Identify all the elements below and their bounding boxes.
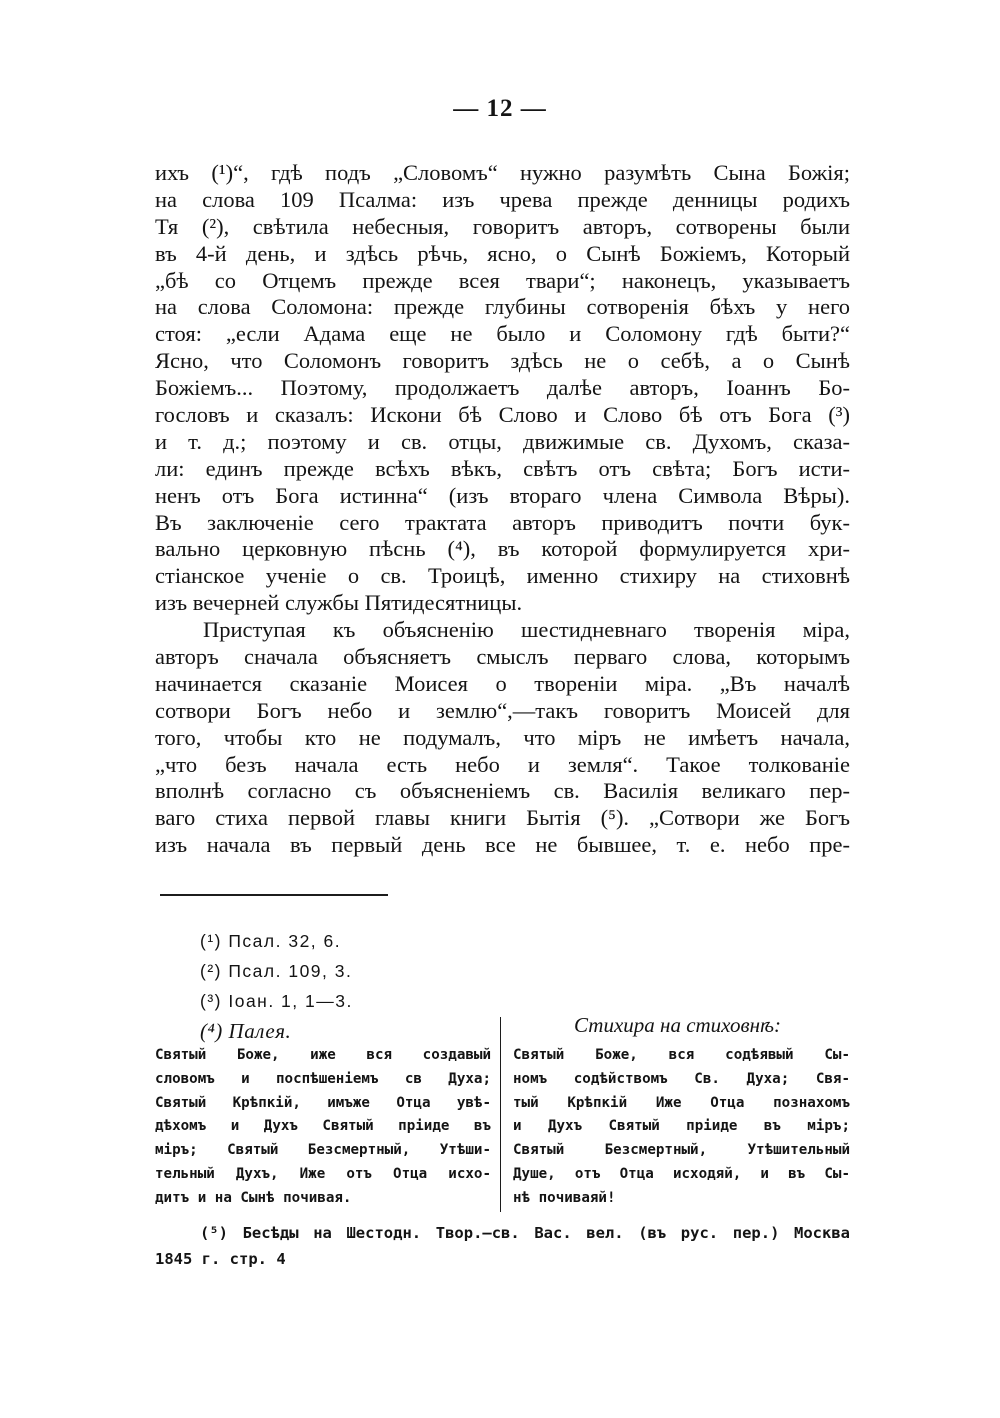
text-line: „что безъ начала есть небо и земля“. Такое толкованіе — [155, 751, 850, 777]
text-line: Тя (²), свѣтила небесныя, говоритъ авторъ, сотворены были — [155, 213, 850, 239]
footnote-3: (³) Іоан. 1, 1—3. — [200, 991, 353, 1011]
text-line: гословъ и сказалъ: Искони бѣ Слово и Слово бѣ отъ Бога (³) — [155, 402, 850, 428]
footnote-divider — [160, 894, 388, 896]
footnote-5-line: (⁵) Бесѣды на Шестодн. Твор.—св. Вас. вел. (въ рус. пер.) Москва — [200, 1224, 850, 1242]
footnotes — [200, 926, 500, 1046]
text-line: авторъ сначала объясняетъ смыслъ перваго слова, которымъ — [155, 644, 850, 670]
footnote-4-right-heading: Стихира на стиховнѣ: — [573, 1013, 782, 1037]
text-line: ихъ (¹)“, гдѣ подъ „Словомъ“ нужно разумѣть Сына Божія; — [155, 160, 850, 185]
column-line: дѣхомъ и Духъ Святый пріиде въ — [155, 1118, 491, 1135]
column-line: тый Крѣпкій Иже Отца познахомъ — [513, 1094, 850, 1111]
column-line: міръ; Святый Безсмертный, Утѣши- — [155, 1142, 491, 1159]
text-line: Въ заключеніе сего трактата авторъ приводитъ почти бук- — [155, 509, 850, 535]
footnote-4-heading: (⁴) Палея. — [200, 1019, 292, 1043]
column-divider — [500, 1017, 501, 1212]
column-line: и Духъ Святый пріиде въ міръ; — [513, 1118, 850, 1135]
footnote-5-line: 1845 г. стр. 4 — [155, 1250, 286, 1268]
column-line: нѣ почиваяй! — [513, 1189, 616, 1206]
text-line: Ясно, что Соломонъ говоритъ здѣсь не о себѣ, а о Сынѣ — [155, 348, 850, 374]
text-line: ваго стиха первой главы книги Бытія (⁵). „Сотвори же Богъ — [155, 805, 850, 831]
footnote-1: (¹) Псал. 32, 6. — [200, 931, 342, 951]
footnote-4-right-column — [513, 1044, 850, 1211]
text-line: въ 4-й день, и здѣсь рѣчь, ясно, о Сынѣ Божіемъ, Который — [155, 240, 850, 266]
paragraph-start: Приступая къ объясненію шестидневнаго творенія міра, — [203, 617, 850, 643]
footnote-5 — [155, 1220, 850, 1272]
text-line: изъ начала въ первый день все не бывшее, т. е. небо пре- — [155, 832, 850, 858]
column-line: Святый Крѣпкій, имъже Отца увѣ- — [155, 1094, 491, 1111]
column-line: Святый Боже, иже вся создавый — [155, 1047, 491, 1063]
text-line: начинается сказаніе Моисея о твореніи міра. „Въ началѣ — [155, 670, 850, 696]
text-line: на слова 109 Псалма: изъ чрева прежде денницы родихъ — [155, 186, 850, 212]
text-line: вполнѣ согласно съ объясненіемъ св. Василія великаго пер- — [155, 778, 850, 804]
column-line: тельный Духъ, Иже отъ Отца исхо- — [155, 1165, 491, 1182]
column-line: словомъ и поспѣшеніемъ св Духа; — [155, 1070, 491, 1087]
text-line: Божіемъ... Поэтому, продолжаетъ далѣе авторъ, Іоаннъ Бо- — [155, 375, 850, 401]
text-line: изъ вечерней службы Пятидесятницы. — [155, 590, 523, 616]
text-line: стіанское ученіе о св. Троицѣ, именно стихиру на стиховнѣ — [155, 563, 850, 589]
footnote-2: (²) Псал. 109, 3. — [200, 961, 353, 981]
text-line: и т. д.; поэтому и св. отцы, движимые св. Духомъ, сказа- — [155, 428, 850, 454]
text-line: ненъ отъ Бога истинна“ (изъ втораго члена Символа Вѣры). — [155, 482, 850, 508]
text-line: ли: единъ прежде всѣхъ вѣкъ, свѣтъ отъ свѣта; Богъ исти- — [155, 455, 850, 481]
text-line: „бѣ со Отцемъ прежде всея твари“; наконецъ, указываетъ — [155, 267, 850, 293]
main-text — [155, 160, 850, 859]
column-line: Святый Боже, вся содѣявый Сы- — [513, 1047, 850, 1063]
footnote-4-left-column — [155, 1044, 491, 1211]
column-line: Душе, отъ Отца исходяй, и въ Сы- — [513, 1165, 850, 1182]
column-line: Святый Безсмертный, Утѣшительный — [513, 1142, 850, 1159]
text-line: стоя: „если Адама еще не было и Соломону гдѣ быти?“ — [155, 321, 850, 347]
text-line: на слова Соломона: прежде глубины сотворенія бѣхъ у него — [155, 294, 850, 320]
column-line: дитъ и на Сынѣ почивая. — [155, 1189, 352, 1206]
text-line: того, чтобы кто не подумалъ, что міръ не имѣетъ начала, — [155, 724, 850, 750]
column-line: номъ содѣйствомъ Св. Духа; Свя- — [513, 1070, 850, 1087]
text-line: сотвори Богъ небо и землю“,—такъ говоритъ Моисей для — [155, 697, 850, 723]
text-line: вально церковную пѣснь (⁴), въ которой формулируется хри- — [155, 536, 850, 562]
page-number: — 12 — — [453, 95, 547, 122]
